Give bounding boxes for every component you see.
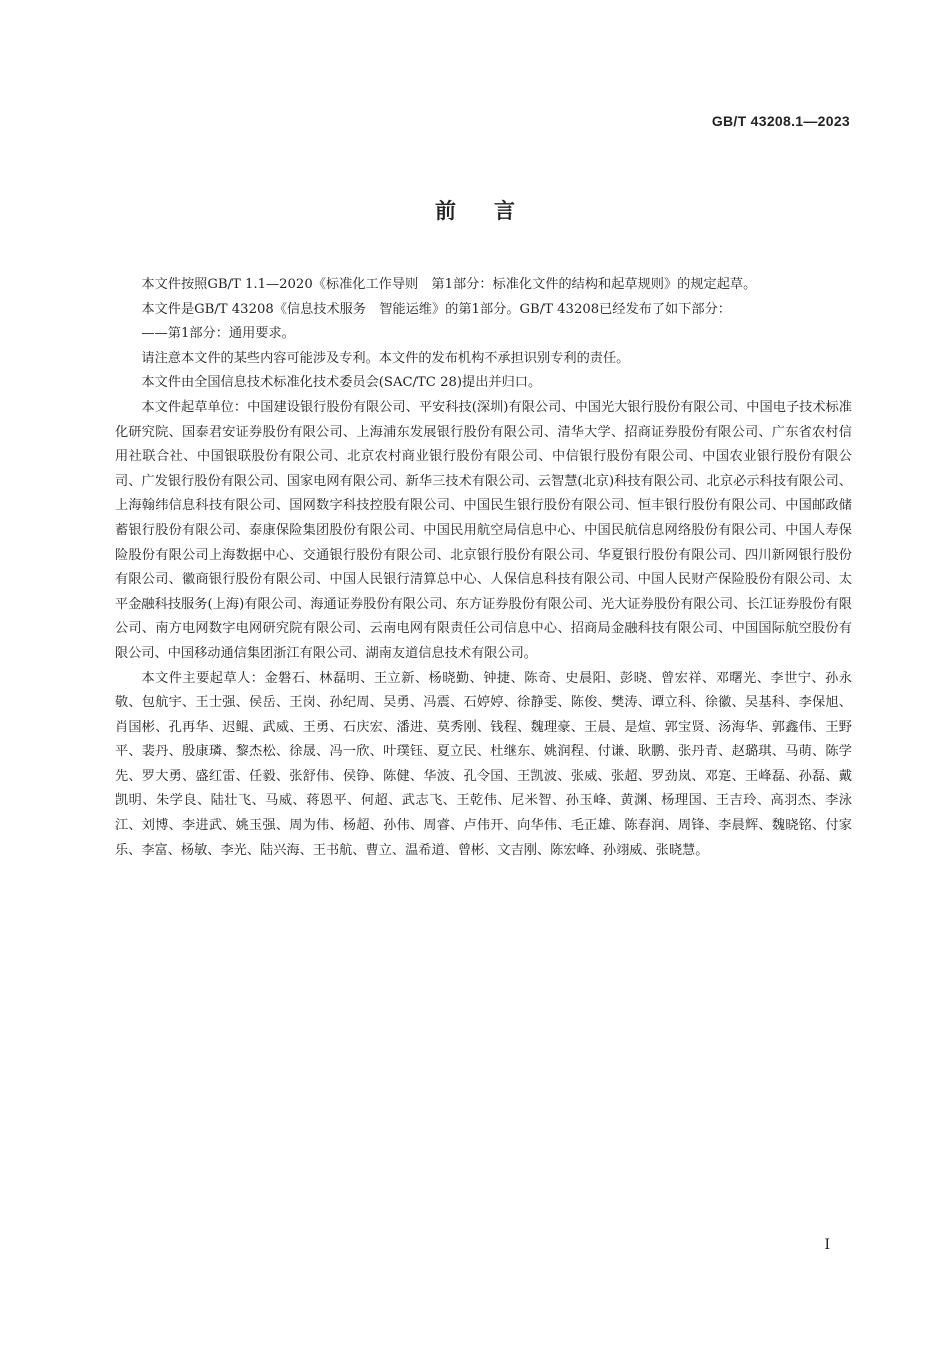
paragraph-patent-notice: 请注意本文件的某些内容可能涉及专利。本文件的发布机构不承担识别专利的责任。: [141, 350, 630, 366]
foreword-body: [115, 273, 852, 863]
page-title: 前言: [435, 199, 553, 223]
paragraph-drafting-rules: 本文件按照GB/T 1.1—2020《标准化工作导则 第1部分：标准化文件的结构和起草规则》的规定起草。: [141, 277, 757, 292]
paragraph-drafters: 本文件主要起草人：金磐石、林磊明、王立新、杨晓勤、钟捷、陈奇、史晨阳、彭晓、曾宏祥、邓曙光、李世宁、孙永敬、包航宇、王士强、侯岳、王岗、孙纪周、吴勇、冯震、石婷婷、徐静雯、陈俊、樊涛、谭立科、徐徽、吴基科、李保旭、肖国彬、孔再华、迟鲲、武威、王勇、石庆宏、潘进、莫秀刚、钱程、魏理豪、王晨、是煊、郭宝贤、汤海华、郭鑫伟、王野平、裴丹、殷康璘、黎杰松、徐晟、冯一欣、叶璞钰、夏立民、杜继东、姚润程、付谦、耿鹏、张丹青、赵璐琪、马萌、陈学先、罗大勇、盛红雷、任毅、张舒伟、侯铮、陈健、华波、孔令国、王凯波、张威、张超、罗劲岚、邓寔、王峰磊、孙磊、戴凯明、朱学良、陆壮飞、马威、蒋恩平、何超、武志飞、王乾伟、尼米智、孙玉峰、黄渊、杨理国、王吉玲、高羽杰、李泳江、刘博、李进武、姚玉强、周为伟、杨超、孙伟、周睿、卢伟开、向华伟、毛正雄、陈春润、周锋、李晨辉、魏晓铭、付家乐、李富、杨敏、李光、陆兴海、王书航、曹立、温希道、曾彬、文吉刚、陈宏峰、孙翊威、张晓慧。: [115, 670, 852, 858]
paragraph-part-list: ——第1部分：通用要求。: [141, 326, 295, 342]
paragraph-proposer: 本文件由全国信息技术标准化技术委员会(SAC/TC 28)提出并归口。: [141, 375, 542, 391]
page-number: I: [824, 1237, 830, 1253]
paragraph-drafting-units: 本文件起草单位：中国建设银行股份有限公司、平安科技(深圳)有限公司、中国光大银行股份有限公司、中国电子技术标准化研究院、国泰君安证券股份有限公司、上海浦东发展银行股份有限公司、清华大学、招商证券股份有限公司、广东省农村信用社联合社、中国银联股份有限公司、北京农村商业银行股份有限公司、中信银行股份有限公司、中国农业银行股份有限公司、广发银行股份有限公司、国家电网有限公司、新华三技术有限公司、云智慧(北京)科技有限公司、北京必示科技有限公司、上海翰纬信息科技有限公司、国网数字科技控股有限公司、中国民生银行股份有限公司、恒丰银行股份有限公司、中国邮政储蓄银行股份有限公司、泰康保险集团股份有限公司、中国民用航空局信息中心、中国民航信息网络股份有限公司、中国人寿保险股份有限公司上海数据中心、交通银行股份有限公司、北京银行股份有限公司、华夏银行股份有限公司、四川新网银行股份有限公司、徽商银行股份有限公司、中国人民银行清算总中心、人保信息科技有限公司、中国人民财产保险股份有限公司、太平金融科技服务(上海)有限公司、海通证券股份有限公司、东方证券股份有限公司、光大证券股份有限公司、长江证券股份有限公司、南方电网数字电网研究院有限公司、云南电网有限责任公司信息中心、招商局金融科技有限公司、中国国际航空股份有限公司、中国移动通信集团浙江有限公司、湖南友道信息技术有限公司。: [115, 399, 852, 661]
standard-code: GB/T 43208.1—2023: [711, 113, 850, 129]
paragraph-standard-series: 本文件是GB/T 43208《信息技术服务 智能运维》的第1部分。GB/T 43208已经发布了如下部分：: [141, 301, 731, 317]
